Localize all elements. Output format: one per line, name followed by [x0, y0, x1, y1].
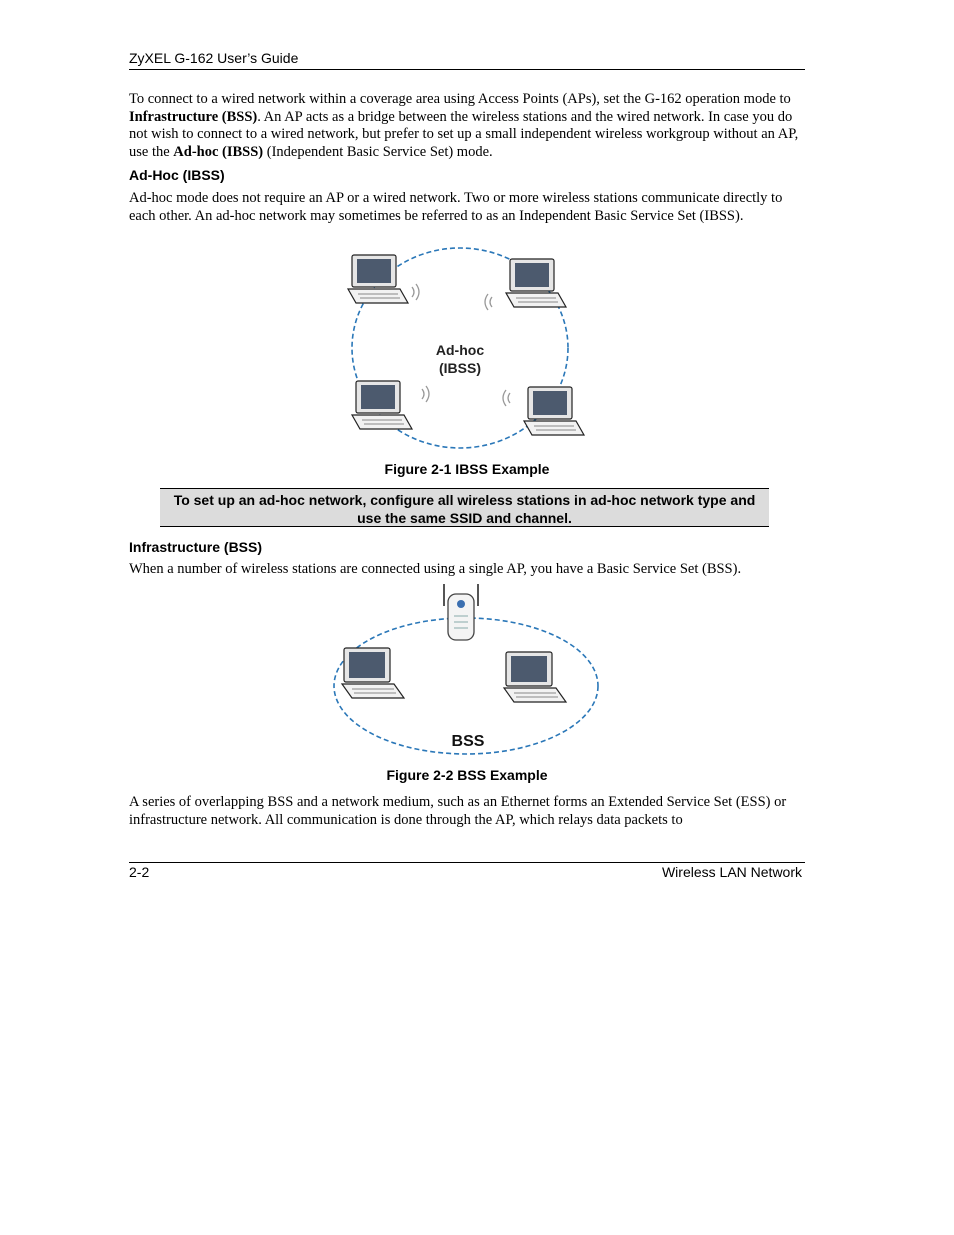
intro-text-2: . An AP acts as a bridge between the wireless stations and the wired network. In case you do not wish to connect to a wired network, but prefer to set up a small independent wireless workgroup without an AP, use the	[129, 108, 799, 161]
adhoc-paragraph: Ad-hoc mode does not require an AP or a wired network. Two or more wireless stations communicate directly to each other. An ad-hoc network may sometimes be referred to as an Independent Basic Service Set (IBSS).	[129, 190, 783, 224]
ibss-label-line1: Ad-hoc	[435, 342, 485, 358]
intro-text-1: To connect to a wired network within a coverage area using Access Points (APs), set the G-162 operation mode to	[129, 91, 791, 107]
page-number: 2-2	[129, 864, 150, 880]
laptop-icon	[342, 648, 404, 698]
figure-caption-ibss: Figure 2-1 IBSS Example	[384, 461, 550, 477]
ess-paragraph: A series of overlapping BSS and a network medium, such as an Ethernet forms an Extended Service Set (ESS) or infrastructure network. All communication is done through the AP, which relays data packets to	[129, 794, 787, 828]
laptop-icon	[348, 255, 408, 303]
laptop-icon	[352, 381, 412, 429]
bss-label: BSS	[451, 733, 485, 750]
adhoc-term: Ad-hoc (IBSS)	[173, 144, 264, 161]
bss-diagram	[330, 580, 605, 760]
ibss-label-line2: (IBSS)	[439, 360, 481, 376]
infrastructure-heading: Infrastructure (BSS)	[129, 539, 263, 555]
footer-rule	[129, 862, 805, 863]
intro-text-3: (Independent Basic Service Set) mode.	[263, 144, 493, 161]
header-rule	[129, 69, 805, 70]
footer-section-title: Wireless LAN Network	[661, 864, 802, 880]
laptop-icon	[506, 259, 566, 307]
laptop-icon	[524, 387, 584, 435]
infrastructure-paragraph: When a number of wireless stations are connected using a single AP, you have a Basic Service Set (BSS).	[129, 561, 742, 577]
wireless-signal-icon	[422, 386, 429, 402]
ibss-diagram	[340, 243, 590, 458]
wireless-signal-icon	[412, 284, 419, 300]
infrastructure-term: Infrastructure (BSS)	[129, 108, 258, 125]
figure-caption-bss: Figure 2-2 BSS Example	[386, 767, 548, 783]
intro-paragraph	[129, 91, 805, 162]
wireless-signal-icon	[503, 390, 510, 406]
laptop-icon	[504, 652, 566, 702]
note-box	[160, 488, 769, 527]
running-header: ZyXEL G-162 User’s Guide	[129, 50, 299, 66]
note-text: To set up an ad-hoc network, configure all wireless stations in ad-hoc network type and use the same SSID and channel.	[173, 492, 756, 526]
wireless-signal-icon	[485, 294, 492, 310]
adhoc-heading: Ad-Hoc (IBSS)	[129, 167, 225, 183]
access-point-icon	[444, 584, 478, 640]
